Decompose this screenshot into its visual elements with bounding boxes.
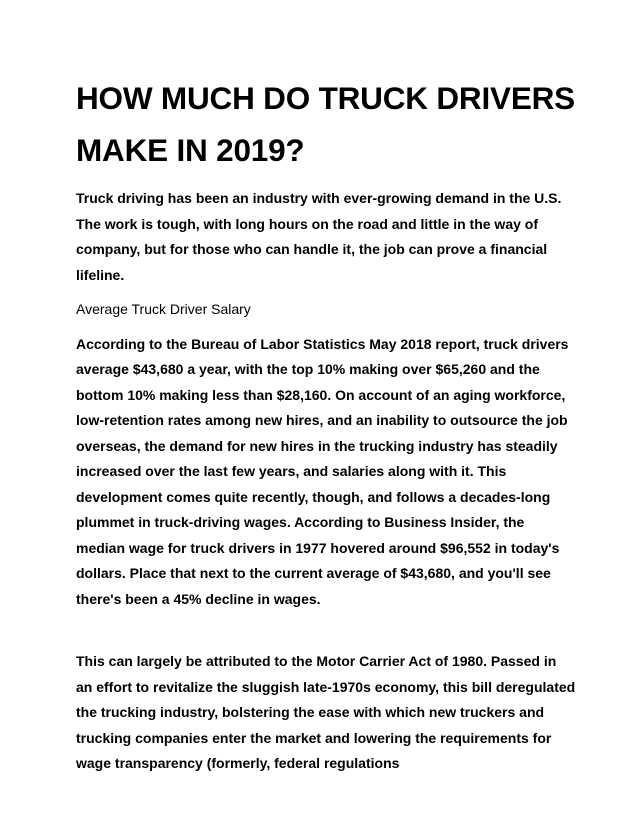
history-paragraph: This can largely be attributed to the Motor Carrier Act of 1980. Passed in an effort to revitalize the sluggish late-1970s economy, this bill deregulated the trucking industry, bolstering the ease with which new truckers and trucking companies enter the market and lowering the requirements for wage transparency (formerly, federal regulations bbox=[76, 653, 576, 771]
salary-paragraph: According to the Bureau of Labor Statistics May 2018 report, truck drivers average $43,680 a year, with the top 10% making over $65,260 and the bottom 10% making less than $28,160. On account of an aging workforce, low-retention rates among new hires, and an inability to outsource the job overseas, the demand for new hires in the trucking industry has steadily increased over the last few years, and salaries along with it. This development comes quite recently, though, and follows a decades-long plummet in truck-driving wages. According to Business Insider, the median wage for truck drivers in 1977 hovered around $96,552 in today's dollars. Place that next to the current average of $43,680, and you'll see there's been a 45% decline in wages. bbox=[76, 335, 569, 607]
document-page bbox=[76, 72, 576, 786]
section-heading: Average Truck Driver Salary bbox=[76, 301, 251, 317]
page-title: HOW MUCH DO TRUCK DRIVERS MAKE IN 2019? bbox=[76, 80, 575, 168]
intro-paragraph: Truck driving has been an industry with ever-growing demand in the U.S. The work is tough, with long hours on the road and little in the way of company, but for those who can handle it, the job can prove a financial lifeline. bbox=[76, 190, 562, 283]
paragraph-spacer bbox=[76, 621, 576, 649]
